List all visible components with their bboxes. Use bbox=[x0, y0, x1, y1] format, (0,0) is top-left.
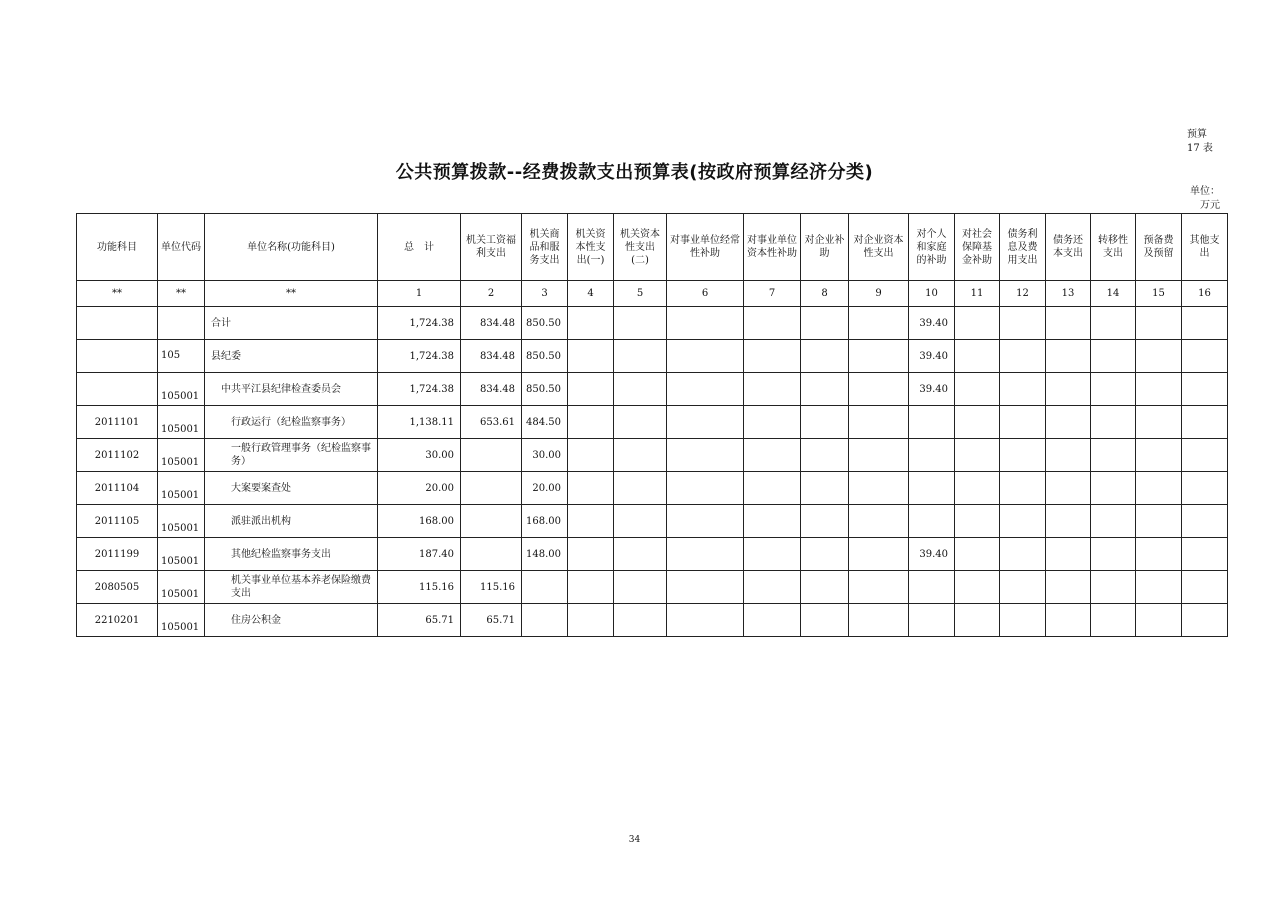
empty-cell bbox=[1046, 571, 1091, 604]
empty-cell bbox=[1091, 505, 1136, 538]
func-code-cell: 2011101 bbox=[77, 406, 158, 439]
empty-cell bbox=[667, 505, 744, 538]
household-subsidy-cell: 39.40 bbox=[909, 538, 955, 571]
empty-cell bbox=[568, 406, 614, 439]
empty-cell bbox=[849, 340, 909, 373]
goods-services-cell: 850.50 bbox=[522, 373, 568, 406]
empty-cell bbox=[614, 439, 667, 472]
empty-cell bbox=[801, 373, 849, 406]
header-cell: 单位代码 bbox=[158, 214, 205, 281]
empty-cell bbox=[667, 373, 744, 406]
empty-cell bbox=[849, 571, 909, 604]
empty-cell bbox=[1091, 604, 1136, 637]
household-subsidy-cell bbox=[909, 505, 955, 538]
empty-cell bbox=[849, 406, 909, 439]
unit-name-cell: 一般行政管理事务（纪检监察事务） bbox=[205, 439, 378, 472]
empty-cell bbox=[744, 406, 801, 439]
total-cell: 115.16 bbox=[378, 571, 461, 604]
empty-cell bbox=[849, 604, 909, 637]
index-cell: 7 bbox=[744, 281, 801, 307]
total-cell: 30.00 bbox=[378, 439, 461, 472]
total-cell: 1,724.38 bbox=[378, 373, 461, 406]
goods-services-cell: 850.50 bbox=[522, 340, 568, 373]
empty-cell bbox=[1046, 307, 1091, 340]
empty-cell bbox=[1000, 604, 1046, 637]
empty-cell bbox=[744, 604, 801, 637]
goods-services-cell: 20.00 bbox=[522, 472, 568, 505]
empty-cell bbox=[1182, 373, 1228, 406]
index-cell: ** bbox=[77, 281, 158, 307]
household-subsidy-cell bbox=[909, 571, 955, 604]
unit-code-cell: 105001 bbox=[158, 373, 205, 406]
header-cell: 机关资本性支出(一) bbox=[568, 214, 614, 281]
unit-name-cell: 大案要案查处 bbox=[205, 472, 378, 505]
empty-cell bbox=[1091, 571, 1136, 604]
index-cell: 14 bbox=[1091, 281, 1136, 307]
empty-cell bbox=[1091, 373, 1136, 406]
func-code-cell bbox=[77, 373, 158, 406]
empty-cell bbox=[1046, 406, 1091, 439]
empty-cell bbox=[1091, 307, 1136, 340]
empty-cell bbox=[1000, 472, 1046, 505]
empty-cell bbox=[955, 571, 1000, 604]
unit-code-cell: 105001 bbox=[158, 406, 205, 439]
empty-cell bbox=[667, 538, 744, 571]
index-cell: ** bbox=[158, 281, 205, 307]
household-subsidy-cell bbox=[909, 439, 955, 472]
header-cell: 机关商品和服务支出 bbox=[522, 214, 568, 281]
total-cell: 1,724.38 bbox=[378, 340, 461, 373]
total-cell: 168.00 bbox=[378, 505, 461, 538]
unit-name-cell: 合计 bbox=[205, 307, 378, 340]
unit-name-cell: 派驻派出机构 bbox=[205, 505, 378, 538]
header-cell: 对事业单位资本性补助 bbox=[744, 214, 801, 281]
index-cell: 5 bbox=[614, 281, 667, 307]
salary-cell: 834.48 bbox=[461, 307, 522, 340]
unit-code-cell: 105001 bbox=[158, 604, 205, 637]
index-cell: 4 bbox=[568, 281, 614, 307]
empty-cell bbox=[568, 373, 614, 406]
empty-cell bbox=[1136, 373, 1182, 406]
index-cell: 6 bbox=[667, 281, 744, 307]
table-row bbox=[77, 307, 1228, 340]
unit-name-cell: 住房公积金 bbox=[205, 604, 378, 637]
empty-cell bbox=[1000, 406, 1046, 439]
goods-services-cell: 148.00 bbox=[522, 538, 568, 571]
empty-cell bbox=[614, 538, 667, 571]
empty-cell bbox=[849, 373, 909, 406]
salary-cell: 834.48 bbox=[461, 373, 522, 406]
empty-cell bbox=[1091, 538, 1136, 571]
unit-label-line1: 单位： bbox=[1190, 186, 1220, 197]
header-cell: 单位名称(功能科目) bbox=[205, 214, 378, 281]
empty-cell bbox=[849, 439, 909, 472]
empty-cell bbox=[1136, 505, 1182, 538]
func-code-cell: 2210201 bbox=[77, 604, 158, 637]
empty-cell bbox=[801, 538, 849, 571]
unit-name-cell: 行政运行（纪检监察事务） bbox=[205, 406, 378, 439]
empty-cell bbox=[1000, 340, 1046, 373]
empty-cell bbox=[849, 538, 909, 571]
total-cell: 1,724.38 bbox=[378, 307, 461, 340]
empty-cell bbox=[1136, 307, 1182, 340]
table-number-line2: 17 表 bbox=[1187, 143, 1213, 154]
table-row bbox=[77, 472, 1228, 505]
unit-name-cell: 县纪委 bbox=[205, 340, 378, 373]
empty-cell bbox=[568, 439, 614, 472]
unit-code-cell: 105001 bbox=[158, 538, 205, 571]
empty-cell bbox=[1136, 472, 1182, 505]
empty-cell bbox=[614, 604, 667, 637]
budget-table bbox=[76, 213, 1228, 637]
empty-cell bbox=[667, 439, 744, 472]
unit-code-cell: 105 bbox=[158, 340, 205, 373]
empty-cell bbox=[1091, 472, 1136, 505]
header-cell: 对个人和家庭的补助 bbox=[909, 214, 955, 281]
index-cell: 3 bbox=[522, 281, 568, 307]
table-row bbox=[77, 406, 1228, 439]
header-cell: 功能科目 bbox=[77, 214, 158, 281]
salary-cell: 653.61 bbox=[461, 406, 522, 439]
empty-cell bbox=[955, 307, 1000, 340]
page-number: 34 bbox=[628, 835, 641, 845]
empty-cell bbox=[1136, 439, 1182, 472]
empty-cell bbox=[1000, 439, 1046, 472]
empty-cell bbox=[667, 604, 744, 637]
empty-cell bbox=[1136, 340, 1182, 373]
empty-cell bbox=[744, 307, 801, 340]
func-code-cell bbox=[77, 340, 158, 373]
empty-cell bbox=[849, 472, 909, 505]
empty-cell bbox=[744, 373, 801, 406]
empty-cell bbox=[614, 373, 667, 406]
header-cell: 对企业补助 bbox=[801, 214, 849, 281]
salary-cell: 115.16 bbox=[461, 571, 522, 604]
header-row bbox=[77, 214, 1228, 281]
index-cell: 11 bbox=[955, 281, 1000, 307]
unit-code-cell: 105001 bbox=[158, 472, 205, 505]
func-code-cell: 2011102 bbox=[77, 439, 158, 472]
empty-cell bbox=[1182, 340, 1228, 373]
empty-cell bbox=[1000, 307, 1046, 340]
page-title: 公共预算拨款--经费拨款支出预算表(按政府预算经济分类) bbox=[395, 162, 874, 183]
empty-cell bbox=[1046, 472, 1091, 505]
empty-cell bbox=[955, 505, 1000, 538]
unit-label-line2: 万元 bbox=[1200, 200, 1220, 211]
salary-cell bbox=[461, 505, 522, 538]
empty-cell bbox=[955, 340, 1000, 373]
index-cell: 10 bbox=[909, 281, 955, 307]
empty-cell bbox=[801, 604, 849, 637]
empty-cell bbox=[1182, 472, 1228, 505]
goods-services-cell: 30.00 bbox=[522, 439, 568, 472]
header-cell: 对企业资本性支出 bbox=[849, 214, 909, 281]
empty-cell bbox=[1182, 538, 1228, 571]
empty-cell bbox=[801, 472, 849, 505]
empty-cell bbox=[1000, 505, 1046, 538]
index-row bbox=[77, 281, 1228, 307]
table-row bbox=[77, 538, 1228, 571]
goods-services-cell bbox=[522, 604, 568, 637]
empty-cell bbox=[568, 604, 614, 637]
goods-services-cell bbox=[522, 571, 568, 604]
empty-cell bbox=[568, 505, 614, 538]
empty-cell bbox=[1136, 571, 1182, 604]
header-cell: 对事业单位经常性补助 bbox=[667, 214, 744, 281]
empty-cell bbox=[955, 472, 1000, 505]
table-row bbox=[77, 373, 1228, 406]
table-row bbox=[77, 439, 1228, 472]
empty-cell bbox=[1136, 604, 1182, 637]
empty-cell bbox=[801, 571, 849, 604]
empty-cell bbox=[955, 538, 1000, 571]
empty-cell bbox=[744, 571, 801, 604]
index-cell: 13 bbox=[1046, 281, 1091, 307]
household-subsidy-cell: 39.40 bbox=[909, 340, 955, 373]
empty-cell bbox=[1046, 538, 1091, 571]
index-cell: 1 bbox=[378, 281, 461, 307]
func-code-cell: 2080505 bbox=[77, 571, 158, 604]
empty-cell bbox=[1091, 406, 1136, 439]
empty-cell bbox=[1136, 538, 1182, 571]
empty-cell bbox=[801, 307, 849, 340]
salary-cell bbox=[461, 439, 522, 472]
empty-cell bbox=[1000, 571, 1046, 604]
goods-services-cell: 484.50 bbox=[522, 406, 568, 439]
table-row bbox=[77, 340, 1228, 373]
empty-cell bbox=[955, 604, 1000, 637]
header-cell: 对社会保障基金补助 bbox=[955, 214, 1000, 281]
empty-cell bbox=[744, 439, 801, 472]
empty-cell bbox=[1046, 439, 1091, 472]
goods-services-cell: 168.00 bbox=[522, 505, 568, 538]
salary-cell: 65.71 bbox=[461, 604, 522, 637]
func-code-cell: 2011199 bbox=[77, 538, 158, 571]
empty-cell bbox=[801, 340, 849, 373]
empty-cell bbox=[568, 472, 614, 505]
empty-cell bbox=[744, 472, 801, 505]
index-cell: 15 bbox=[1136, 281, 1182, 307]
household-subsidy-cell bbox=[909, 472, 955, 505]
salary-cell bbox=[461, 538, 522, 571]
empty-cell bbox=[614, 406, 667, 439]
empty-cell bbox=[568, 340, 614, 373]
household-subsidy-cell: 39.40 bbox=[909, 307, 955, 340]
unit-code-cell: 105001 bbox=[158, 439, 205, 472]
header-cell: 机关工资福利支出 bbox=[461, 214, 522, 281]
empty-cell bbox=[955, 439, 1000, 472]
empty-cell bbox=[1182, 439, 1228, 472]
empty-cell bbox=[1182, 406, 1228, 439]
empty-cell bbox=[801, 439, 849, 472]
empty-cell bbox=[1000, 373, 1046, 406]
empty-cell bbox=[1182, 604, 1228, 637]
empty-cell bbox=[955, 373, 1000, 406]
empty-cell bbox=[1136, 406, 1182, 439]
empty-cell bbox=[1091, 439, 1136, 472]
empty-cell bbox=[1046, 604, 1091, 637]
empty-cell bbox=[667, 472, 744, 505]
table-number bbox=[1187, 128, 1213, 156]
table-number-line1: 预算 bbox=[1187, 129, 1207, 140]
index-cell: 9 bbox=[849, 281, 909, 307]
empty-cell bbox=[568, 307, 614, 340]
unit-label bbox=[1180, 185, 1220, 213]
empty-cell bbox=[1046, 340, 1091, 373]
total-cell: 187.40 bbox=[378, 538, 461, 571]
household-subsidy-cell: 39.40 bbox=[909, 373, 955, 406]
household-subsidy-cell bbox=[909, 406, 955, 439]
salary-cell bbox=[461, 472, 522, 505]
unit-code-cell: 105001 bbox=[158, 505, 205, 538]
empty-cell bbox=[568, 538, 614, 571]
header-cell: 转移性支出 bbox=[1091, 214, 1136, 281]
total-cell: 20.00 bbox=[378, 472, 461, 505]
empty-cell bbox=[955, 406, 1000, 439]
empty-cell bbox=[1182, 505, 1228, 538]
empty-cell bbox=[744, 340, 801, 373]
empty-cell bbox=[801, 406, 849, 439]
empty-cell bbox=[849, 505, 909, 538]
goods-services-cell: 850.50 bbox=[522, 307, 568, 340]
unit-code-cell: 105001 bbox=[158, 571, 205, 604]
table-row bbox=[77, 571, 1228, 604]
func-code-cell: 2011104 bbox=[77, 472, 158, 505]
empty-cell bbox=[1000, 538, 1046, 571]
total-cell: 1,138.11 bbox=[378, 406, 461, 439]
empty-cell bbox=[849, 307, 909, 340]
empty-cell bbox=[614, 571, 667, 604]
empty-cell bbox=[667, 340, 744, 373]
func-code-cell bbox=[77, 307, 158, 340]
unit-name-cell: 其他纪检监察事务支出 bbox=[205, 538, 378, 571]
header-cell: 债务还本支出 bbox=[1046, 214, 1091, 281]
unit-name-cell: 中共平江县纪律检查委员会 bbox=[205, 373, 378, 406]
empty-cell bbox=[1046, 373, 1091, 406]
empty-cell bbox=[614, 307, 667, 340]
empty-cell bbox=[614, 472, 667, 505]
empty-cell bbox=[1046, 505, 1091, 538]
empty-cell bbox=[667, 307, 744, 340]
header-cell: 其他支出 bbox=[1182, 214, 1228, 281]
index-cell: 16 bbox=[1182, 281, 1228, 307]
empty-cell bbox=[667, 571, 744, 604]
table-row bbox=[77, 604, 1228, 637]
index-cell: 8 bbox=[801, 281, 849, 307]
index-cell: 12 bbox=[1000, 281, 1046, 307]
empty-cell bbox=[1182, 307, 1228, 340]
index-cell: 2 bbox=[461, 281, 522, 307]
empty-cell bbox=[568, 571, 614, 604]
total-cell: 65.71 bbox=[378, 604, 461, 637]
empty-cell bbox=[614, 505, 667, 538]
unit-code-cell bbox=[158, 307, 205, 340]
header-cell: 债务利息及费用支出 bbox=[1000, 214, 1046, 281]
index-cell: ** bbox=[205, 281, 378, 307]
func-code-cell: 2011105 bbox=[77, 505, 158, 538]
unit-name-cell: 机关事业单位基本养老保险缴费支出 bbox=[205, 571, 378, 604]
household-subsidy-cell bbox=[909, 604, 955, 637]
empty-cell bbox=[744, 538, 801, 571]
empty-cell bbox=[801, 505, 849, 538]
header-cell: 预备费及预留 bbox=[1136, 214, 1182, 281]
empty-cell bbox=[744, 505, 801, 538]
empty-cell bbox=[1091, 340, 1136, 373]
empty-cell bbox=[614, 340, 667, 373]
salary-cell: 834.48 bbox=[461, 340, 522, 373]
empty-cell bbox=[1182, 571, 1228, 604]
header-cell: 总 计 bbox=[378, 214, 461, 281]
table-row bbox=[77, 505, 1228, 538]
empty-cell bbox=[667, 406, 744, 439]
header-cell: 机关资本性支出(二) bbox=[614, 214, 667, 281]
